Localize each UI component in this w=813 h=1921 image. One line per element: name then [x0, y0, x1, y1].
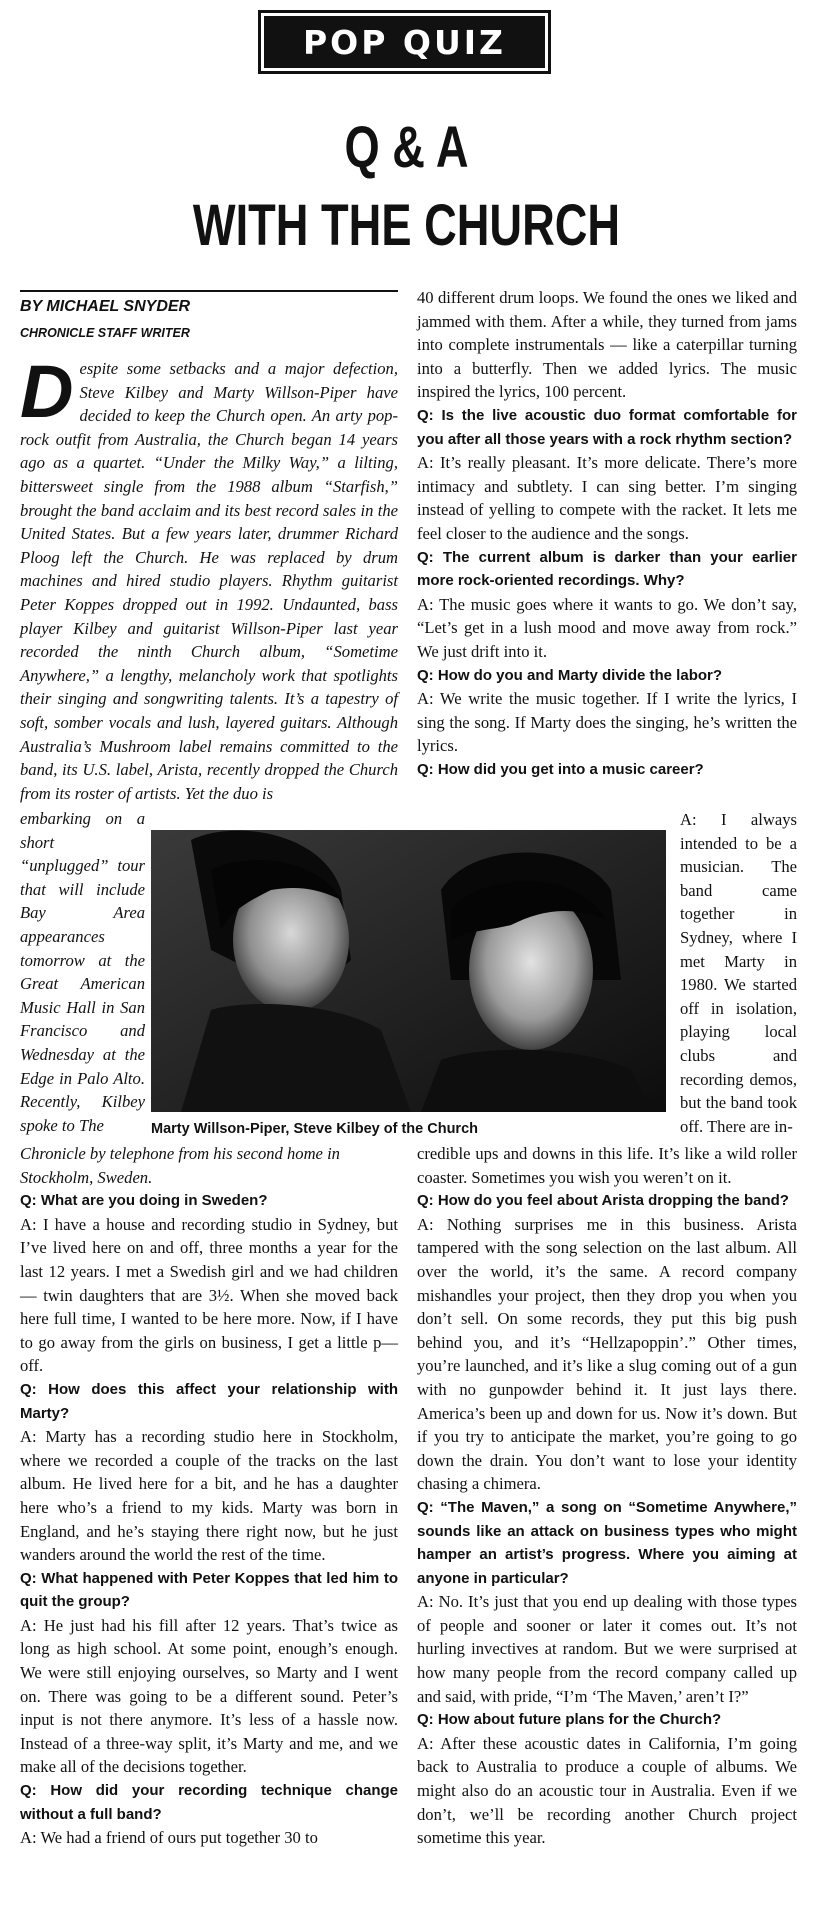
- right-wrap-text: A: I always intended to be a musician. The band came together in Sydney, where I met Marty in 1980. We started off in isolation, playing local clubs and recording demos, but the band took off. There are in-: [680, 810, 797, 1136]
- intro-text: espite some setbacks and a major defection, Steve Kilbey and Marty Willson-Piper have decided to keep the Church open. An arty pop-rock outfit from Australia, the Church began 14 years ago as a quartet. “Under the Milky Way,” a lilting, bittersweet single from the 1988 album “Starfish,” brought the band acclaim and its best record sales in the United States. But a few years later, drummer Richard Ploog left the Church. He was replaced by drum machines and hired studio players. Rhythm guitarist Peter Koppes dropped out in 1992. Undaunted, bass player Kilbey and guitarist Willson-Piper last year recorded the ninth Church album, “Sometime Anywhere,” a lengthy, melancholy work that spotlights their singing and songwriting talents. It’s a tapestry of soft, somber vocals and lush, layered guitars. Although Australia’s Mushroom label remains committed to the band, its U.S. label, Arista, recently dropped the Church from its roster of artists. Yet the duo is: [20, 359, 398, 803]
- answer-prefix: A:: [20, 1615, 44, 1635]
- headline-line-2: WITH THE CHURCH: [192, 193, 621, 258]
- intro-wrap-text: embarking on a short “unplugged” tour that will include Bay Area appearances tomorrow at the Great American Music Hall in San Francisco and Wednesday at the Edge in Palo Alto. Recently, Kilbey spoke to The: [20, 809, 145, 1135]
- right-qa-list: [417, 404, 797, 782]
- section-kicker: [258, 10, 551, 74]
- answer: [20, 1213, 398, 1378]
- intro-ending: Chronicle by telephone from his second home in Stockholm, Sweden.: [20, 1144, 340, 1187]
- answer-prefix: A:: [20, 1427, 46, 1447]
- right-column-top: [417, 286, 797, 781]
- answer-prefix: A:: [417, 453, 441, 473]
- right-wide-continuation: credible ups and downs in this life. It’s like a wild roller coaster. Sometimes you wish you weren’t on it.: [417, 1144, 797, 1187]
- intro-paragraph: [20, 350, 398, 805]
- byline-rule: [20, 290, 398, 292]
- right-qa-list-2: [417, 1189, 797, 1850]
- answer: [417, 1732, 797, 1850]
- answer-text: Marty has a recording studio here in Stockholm, where we recorded a couple of the tracks on the last album. He lived here for a bit, and he has a daughter here who’s a friend to my kids. Marty was born in England, and he’s staying there right now, but he just wanders around the world the rest of the time.: [20, 1427, 398, 1565]
- answer-text: The music goes where it wants to go. We don’t say, “Let’s get in a lush mood and move away from rock.” We just drift into it.: [417, 594, 797, 661]
- answer-prefix: A:: [417, 1214, 447, 1234]
- photo-caption: Marty Willson-Piper, Steve Kilbey of the Church: [151, 1121, 478, 1137]
- answer: [417, 593, 797, 664]
- question: Q: How does this affect your relationship with Marty?: [20, 1380, 398, 1422]
- answer-prefix: A:: [20, 1214, 43, 1234]
- question: Q: The current album is darker than your earlier more rock-oriented recordings. Why?: [417, 548, 797, 590]
- answer-text: We write the music together. If I write the lyrics, I sing the song. If Marty does the singing, he’s written the lyrics.: [417, 689, 797, 756]
- answer-text: It’s really pleasant. It’s more delicate. There’s more intimacy and subtlety. I can sing better. I’m singing instead of yelling to compete with the racket. It lets me feel closer to the audience and the songs.: [417, 453, 797, 543]
- question: Q: How did your recording technique change without a full band?: [20, 1782, 398, 1823]
- answer: [417, 1590, 797, 1708]
- band-photo-image: [151, 830, 666, 1112]
- answer-prefix: A:: [417, 1592, 439, 1612]
- question: Q: How do you feel about Arista dropping the band?: [417, 1192, 789, 1210]
- answer-text: After these acoustic dates in California, I’m going back to Australia to produce a couple of albums. We might also do an acoustic tour in Australia. Even if we don’t, we’ll be recording another Church project sometime this year.: [417, 1733, 797, 1848]
- byline-title: CHRONICLE STAFF WRITER: [20, 326, 190, 340]
- question: Q: Is the live acoustic duo format comfortable for you after all those years with a rock rhythm section?: [417, 406, 797, 448]
- answer-text: No. It’s just that you end up dealing with those types of people and sooner or later it comes out. It’s not hurling invectives at random. But we were surprised at how many people from the record company called up and said, with pride, “I’m ‘The Maven,’ aren’t I?”: [417, 1592, 797, 1706]
- answer: [20, 1425, 398, 1567]
- answer: [417, 451, 797, 545]
- answer-prefix: A:: [417, 689, 440, 709]
- right-column-bottom: [417, 1142, 797, 1850]
- question: Q: What happened with Peter Koppes that led him to quit the group?: [20, 1569, 398, 1611]
- answer: [20, 1826, 398, 1850]
- answer-prefix: A:: [417, 1733, 441, 1753]
- answer-prefix: A:: [417, 594, 440, 614]
- question: Q: How did you get into a music career?: [417, 760, 704, 778]
- right-continued-text: 40 different drum loops. We found the ones we liked and jammed with them. After a while, they turned from jams into complete instrumentals — like a caterpillar turning into a butterfly. Then we added lyrics. The music inspired the lyrics, 100 percent.: [417, 288, 797, 402]
- drop-cap: D: [20, 350, 74, 433]
- answer: [417, 1213, 797, 1496]
- left-qa-list: [20, 1189, 398, 1850]
- answer-text: I have a house and recording studio in Sydney, but I’ve lived here on and off, three months a year for the last 12 years. I met a Swedish girl and we had children — twin daughters that are 3½. When she moved back here full time, I wanted to be here more. Now, if I have to go away from the girls on business, I get a little p— off.: [20, 1214, 398, 1376]
- question: Q: How about future plans for the Church?: [417, 1711, 722, 1729]
- byline: BY MICHAEL SNYDER: [20, 298, 191, 315]
- question: Q: “The Maven,” a song on “Sometime Anywhere,” sounds like an attack on business types who might hamper an artist’s progress. Where you aiming at anyone in particular?: [417, 1498, 797, 1587]
- section-kicker-label: POP QUIZ: [264, 16, 545, 68]
- answer-prefix: A:: [20, 1828, 41, 1848]
- question: Q: What are you doing in Sweden?: [20, 1192, 268, 1210]
- left-column-body: [20, 1142, 398, 1850]
- answer: [20, 1614, 398, 1779]
- headline-line-1: Q & A: [344, 115, 469, 180]
- answer-text: Nothing surprises me in this business. Arista tampered with the song selection on the last album. All over the world, it’s the same. A record company mishandles your project, then they drop you when you don’t sell. On some records, they put this big push behind you, and it’s “Hellzapoppin’.” Other times, you’re launched, and it’s like a slug coming out of a gun with no gunpowder behind it. It just lays there. America’s been up and down for us. Now it’s down. But if you try to anticipate the market, you’re going to go down the drain. You don’t want to lose your identity chasing a chimera.: [417, 1214, 797, 1494]
- question: Q: How do you and Marty divide the labor?: [417, 666, 723, 684]
- band-photo: [151, 830, 666, 1112]
- answer-text: He just had his fill after 12 years. That’s twice as long as high school. At some point, enough’s enough. We were still enjoying ourselves, so Marty and I went on. There was going to be a different sound. Peter’s input is not there anymore. It’s less of a hassle now. Instead of a three-way split, it’s Marty and me, and we make all of the decisions together.: [20, 1615, 398, 1777]
- answer: [417, 687, 797, 758]
- answer-text: We had a friend of ours put together 30 to: [40, 1828, 318, 1848]
